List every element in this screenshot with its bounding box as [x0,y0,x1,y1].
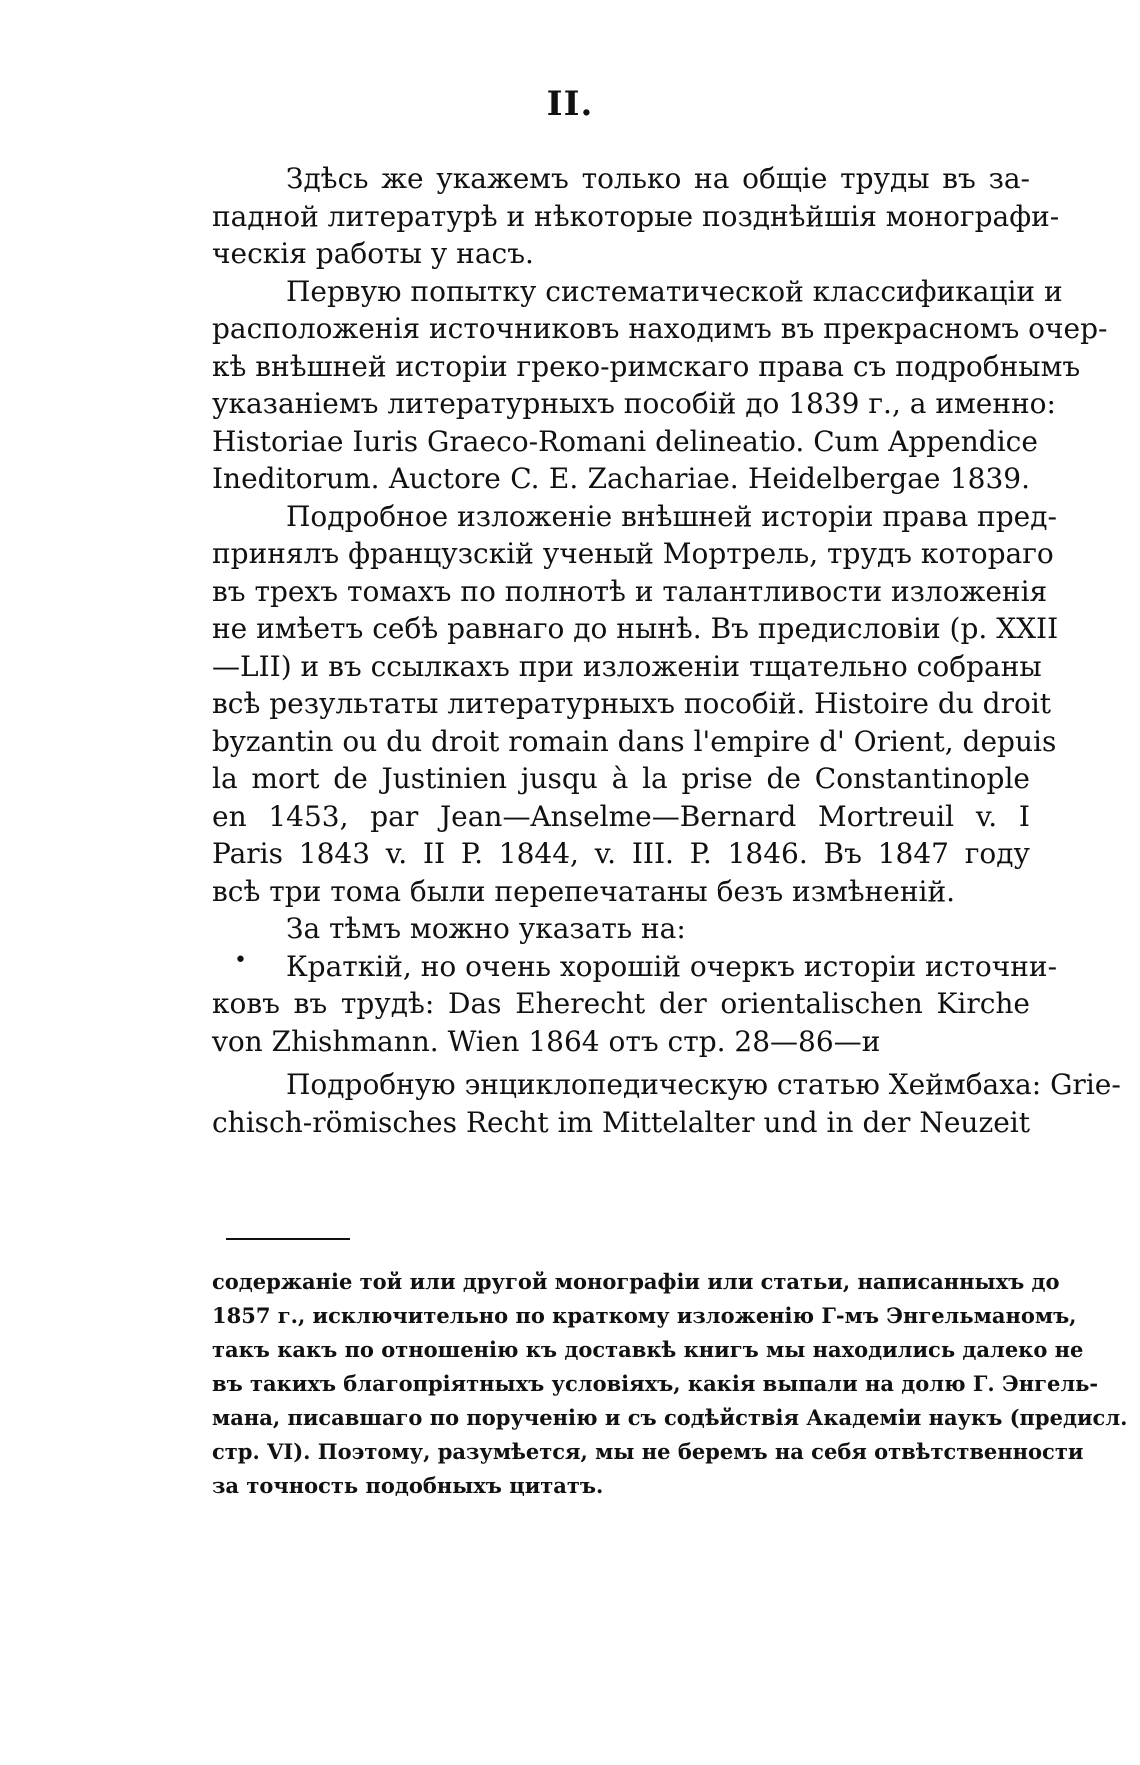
footnote-line: за точность подобныхъ цитатъ. [212,1473,604,1498]
main-text [212,160,1121,1141]
text-line: —LII) и въ ссылкахъ при изложеніи тщательно собраны [212,649,1042,683]
text-line: Подробную энциклопедическую статью Хеймбаха: Grie- [286,1068,1121,1101]
text-line: chisch-römisches Recht im Mittelalter und in der Neuzeit [212,1105,1030,1139]
text-line: За тѣмъ можно указать на: [286,912,686,945]
text-line: всѣ результаты литературныхъ пособій. Histoire du droit [212,687,1052,720]
text-line: Подробное изложеніе внѣшней исторіи права пред- [286,499,1057,533]
text-line: въ трехъ томахъ по полнотѣ и талантливости изложенія [212,574,1048,608]
text-line: всѣ три тома были перепечатаны безъ измѣненій. [212,874,956,908]
text-line: принялъ французскій ученый Мортрель, трудъ котораго [212,537,1054,570]
text-line: Historiae Iuris Graeco-Romani delineatio. Cum Appendice [212,424,1038,458]
bullet-item [212,947,1058,986]
footnote-divider [226,1238,350,1240]
text-line: en 1453, par Jean—Anselme—Bernard Mortreuil v. I [212,799,1030,833]
footnote [212,1265,1128,1503]
footnote-line: мана, писавшаго по порученію и съ содѣйствія Академіи наукъ (предисл. [212,1405,1128,1430]
bullet-icon: • [234,947,247,973]
text-line: von Zhishmann. Wien 1864 отъ стр. 28—86—и [212,1024,881,1058]
footnote-line: содержаніе той или другой монографіи или статьи, написанныхъ до [212,1269,1060,1294]
text-line: Здѣсь же укажемъ только на общіе труды въ за- [286,162,1030,195]
text-line: Первую попытку систематической классификаціи и [286,274,1063,308]
page-number: II. [546,84,594,124]
footnote-line: въ такихъ благопріятныхъ условіяхъ, какія выпали на долю Г. Энгель- [212,1371,1099,1396]
text-line: ковъ въ трудѣ: Das Eherecht der orientalischen Kirche [212,987,1030,1020]
text-line: расположенія источниковъ находимъ въ прекрасномъ очер- [212,312,1108,345]
footnote-line: такъ какъ по отношенію къ доставкѣ книгъ мы находились далеко не [212,1337,1084,1362]
footnote-line: 1857 г., исключительно по краткому изложенію Г-мъ Энгельманомъ, [212,1303,1077,1328]
text-line: падной литературѣ и нѣкоторые позднѣйшія монографи- [212,199,1060,233]
text-line: Ineditorum. Auctore C. E. Zachariae. Heidelbergae 1839. [212,462,1030,495]
text-line: Paris 1843 v. II P. 1844, v. III. P. 1846. Въ 1847 году [212,837,1030,870]
text-line: la mort de Justinien jusqu à la prise de Constantinople [212,762,1030,795]
text-line: Краткій, но очень хорошій очеркъ исторіи источни- [286,949,1058,983]
text-line: указаніемъ литературныхъ пособій до 1839 г., а именно: [212,387,1056,420]
text-line: не имѣетъ себѣ равнаго до нынѣ. Въ предисловіи (p. XXII [212,612,1059,645]
text-line: byzantin ou du droit romain dans l'empire d' Orient, depuis [212,724,1057,758]
text-line: ческія работы у насъ. [212,237,534,270]
text-line: кѣ внѣшней исторіи греко-римскаго права съ подробнымъ [212,349,1081,383]
footnote-line: стр. VI). Поэтому, разумѣется, мы не беремъ на себя отвѣтственности [212,1439,1084,1464]
